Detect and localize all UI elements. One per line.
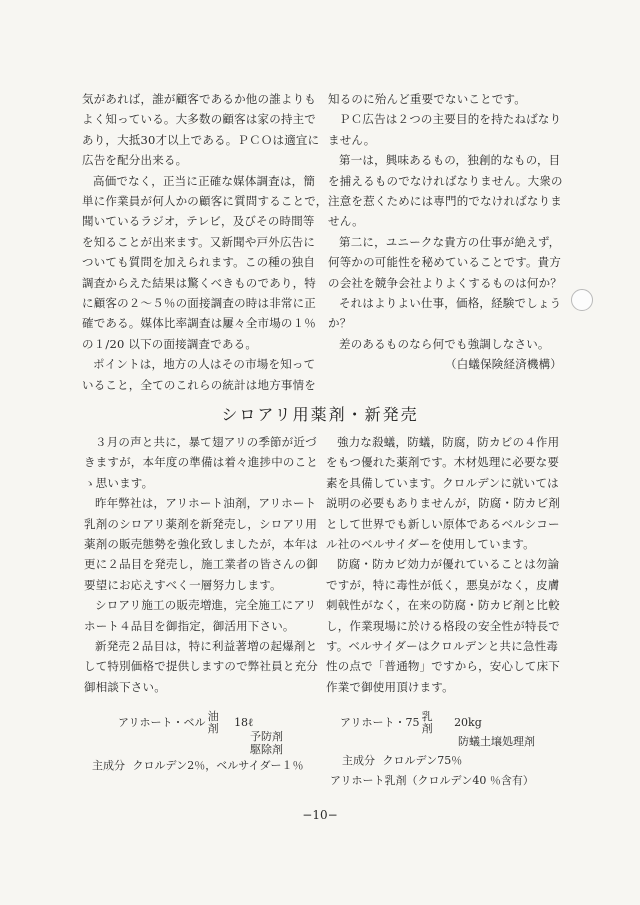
product1-name-line: [118, 711, 253, 735]
text-line: いること，全てのこれらの統計は地方事情を: [82, 377, 316, 392]
text-line: 薬剤の販売態勢を強化致しましたが，本年は: [84, 537, 318, 552]
text-line: の会社を競争会社よりよくするものは何か？: [328, 275, 562, 290]
product1-form: [208, 711, 219, 735]
binder-hole: [571, 289, 593, 311]
text-line: 説明の必要もありませんが，防腐・防カビ剤: [326, 496, 560, 511]
text-line: シロアリ施工の販売増進，完全施工にアリ: [95, 598, 317, 613]
product2-note: アリホート乳剤（クロルデン40 ％含有）: [330, 774, 534, 787]
product2-ingredients-label: 主成分: [342, 754, 375, 767]
text-line: 新発売２品目は，特に利益著増の起爆剤と: [95, 639, 318, 654]
product2-name: アリホート・75: [340, 716, 420, 729]
section-heading: シロアリ用薬剤・新発売: [221, 405, 419, 424]
text-line: せん。: [328, 214, 364, 229]
text-line: 昨年弊社は，アリホート油剤，アリホート: [95, 496, 317, 511]
text-line: 単に作業員が何人かの顧客に質問することで，: [82, 194, 328, 209]
text-line: して特別価格で提供しますので弊社員と充分: [84, 659, 318, 674]
article-column-bottom-right: [326, 432, 564, 697]
text-line: ません。: [328, 132, 376, 147]
text-line: し，作業現場に於ける格段の安全性が特長で: [326, 618, 560, 633]
text-line: 要望にお応えすべく一層努力します。: [84, 577, 282, 592]
text-line: として世界でも新しい原体であるベルシコー: [326, 516, 560, 531]
product2-ingredients-value: クロルデン75％: [382, 754, 463, 767]
product1-volume: 18ℓ: [234, 716, 254, 729]
product1-form-top: 油: [207, 710, 219, 723]
text-line: それはよりよい仕事，価格，経験でしょう: [339, 296, 562, 311]
product2-form-bottom: 剤: [421, 722, 433, 735]
text-line: を知ることが出来ます。又新聞や戸外広告に: [82, 234, 316, 249]
text-line: 聞いているラジオ，テレビ，及びその時間等: [82, 214, 315, 229]
text-line: ついても質問を加えられます。この種の独自: [82, 255, 316, 270]
text-line: 性の点で「普通物」ですから，安心して床下: [326, 659, 560, 674]
text-line: 乳剤のシロアリ薬剤を新発売し，シロアリ用: [84, 516, 318, 531]
text-line: よく知っている。大多数の顧客は家の持主で: [82, 112, 316, 127]
text-line: の１/20 以下の面接調査である。: [82, 336, 258, 351]
text-line: 高価でなく，正当に正確な媒体調査は，簡: [93, 173, 316, 188]
text-line: 御相談下さい。: [84, 679, 166, 694]
text-line: 防腐・防カビ効力が優れていることは勿論: [337, 557, 560, 572]
text-line: ホート４品目を御指定，御活用下さい。: [84, 618, 295, 633]
product2-ingredients: [342, 752, 462, 768]
text-line: 注意を惹くためには専門的でなければなりま: [328, 194, 562, 209]
text-line: か？: [328, 316, 352, 331]
text-line: ３月の声と共に，暴て翅アリの季節が近づ: [95, 435, 317, 449]
text-line: 何等かの可能性を秘めていることです。貴方: [328, 255, 562, 270]
text-line: 更に２品目を発売し，施工業者の皆さんの御: [84, 557, 318, 572]
product1-form-bottom: 剤: [207, 722, 219, 735]
article-credit: （白蟻保険経済機構）: [445, 357, 562, 372]
text-line: す。ベルサイダーはクロルデンと共に急性毒: [326, 639, 559, 654]
text-line: に顧客の２～５％の面接調査の時は非常に正: [82, 296, 316, 311]
text-line: あり，大抵30才以上である。ＰＣＯは適宜に: [82, 132, 320, 147]
product2-form-top: 乳: [421, 710, 433, 723]
product2-name-line: [340, 711, 482, 735]
product1-use1: 予防剤: [250, 730, 283, 743]
text-line: ですが，特に毒性が低く，悪臭がなく，皮膚: [326, 577, 560, 592]
text-line: 第二に，ユニークな貴方の仕事が絶えず，: [339, 234, 561, 249]
product2-use: 防蟻土壌処理剤: [458, 735, 535, 748]
text-line: ゝ思います。: [84, 475, 154, 490]
article-column-top-left: [82, 89, 328, 395]
product1-name: アリホート・ベル: [118, 716, 206, 729]
article-column-top-right: [328, 89, 562, 375]
product1-ingredients-value: クロルデン2％，ベルサイダー１％: [132, 759, 304, 772]
product1-ingredients: [92, 757, 304, 773]
text-line: 素を具備しています。クロルデンに就いては: [326, 475, 559, 490]
product2-volume: 20kg: [454, 716, 482, 729]
product1-ingredients-label: 主成分: [92, 759, 125, 772]
text-line: 知るのに殆んど重要でないことです。: [328, 92, 526, 106]
text-line: 調査からえた結果は驚くべきものであり，特: [82, 275, 316, 290]
product2-form: [422, 711, 433, 735]
text-line: きますが，本年度の準備は着々進捗中のこと: [84, 455, 318, 470]
text-line: ポイントは，地方の人はその市場を知って: [93, 357, 316, 372]
text-line: を捕えるものでなければなりません。大衆の: [328, 173, 563, 188]
text-line: 確である。媒体比率調査は屢々全市場の１％: [82, 316, 316, 331]
text-line: 差のあるものなら何でも強調しなさい。: [339, 336, 550, 351]
text-line: ＰＣ広告は２つの主要目的を持たねばなり: [339, 112, 562, 127]
text-line: 広告を配分出来る。: [82, 153, 188, 168]
text-line: 強力な殺蟻，防蟻，防腐，防カビの４作用: [337, 435, 560, 449]
text-line: 気があれば，誰が顧客であるか他の誰よりも: [82, 92, 316, 106]
product1-use2: 駆除剤: [250, 743, 283, 756]
text-line: ル社のベルサイダーを使用しています。: [326, 537, 535, 552]
text-line: 第一は，興味あるもの，独創的なもの，目: [339, 153, 561, 168]
article-column-bottom-left: [84, 432, 318, 697]
text-line: 作業で御使用頂けます。: [326, 679, 454, 694]
text-line: をもつ優れた薬剤です。木材処理に必要な要: [326, 455, 560, 470]
text-line: 刺戟性がなく，在来の防腐・防カビ剤と比較: [326, 598, 560, 613]
page-number: −10−: [302, 808, 338, 822]
